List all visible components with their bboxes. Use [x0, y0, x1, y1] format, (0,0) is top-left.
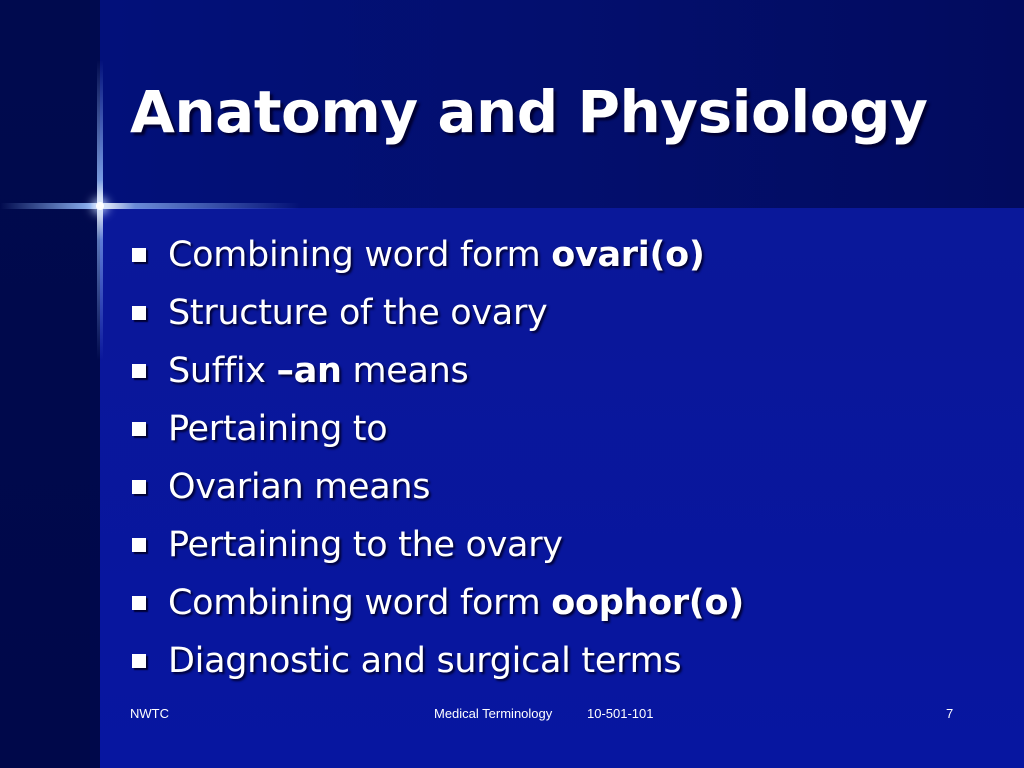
bullet-item [132, 458, 744, 516]
light-flare-icon [96, 202, 104, 210]
bullet-text: Diagnostic and surgical terms [168, 641, 682, 681]
bullet-text: Pertaining to [168, 409, 388, 449]
slide-number: 7 [946, 706, 954, 721]
bullet-text: Ovarian means [168, 467, 431, 507]
bullet-text: Structure of the ovary [168, 293, 548, 333]
bullet-text: Combining word form oophor(o) [168, 583, 744, 623]
bullet-item [132, 284, 744, 342]
slide-title: Anatomy and Physiology [130, 78, 928, 146]
bullet-text: Suffix –an means [168, 351, 469, 391]
footer-course-code: 10-501-101 [587, 706, 654, 721]
light-flare-horizontal [0, 203, 300, 209]
square-bullet-icon [132, 596, 146, 610]
bullet-item [132, 574, 744, 632]
bullet-item [132, 226, 744, 284]
square-bullet-icon [132, 306, 146, 320]
bullet-text: Pertaining to the ovary [168, 525, 563, 565]
square-bullet-icon [132, 538, 146, 552]
bullet-list [132, 226, 744, 690]
bullet-text: Combining word form ovari(o) [168, 235, 705, 275]
footer-left: NWTC [130, 706, 169, 721]
footer-center: Medical Terminology [434, 706, 553, 721]
bullet-item [132, 632, 744, 690]
square-bullet-icon [132, 364, 146, 378]
bullet-item [132, 342, 744, 400]
light-flare-vertical [97, 60, 103, 360]
square-bullet-icon [132, 654, 146, 668]
square-bullet-icon [132, 248, 146, 262]
left-band [0, 0, 100, 768]
bullet-item [132, 400, 744, 458]
square-bullet-icon [132, 422, 146, 436]
square-bullet-icon [132, 480, 146, 494]
bullet-item [132, 516, 744, 574]
